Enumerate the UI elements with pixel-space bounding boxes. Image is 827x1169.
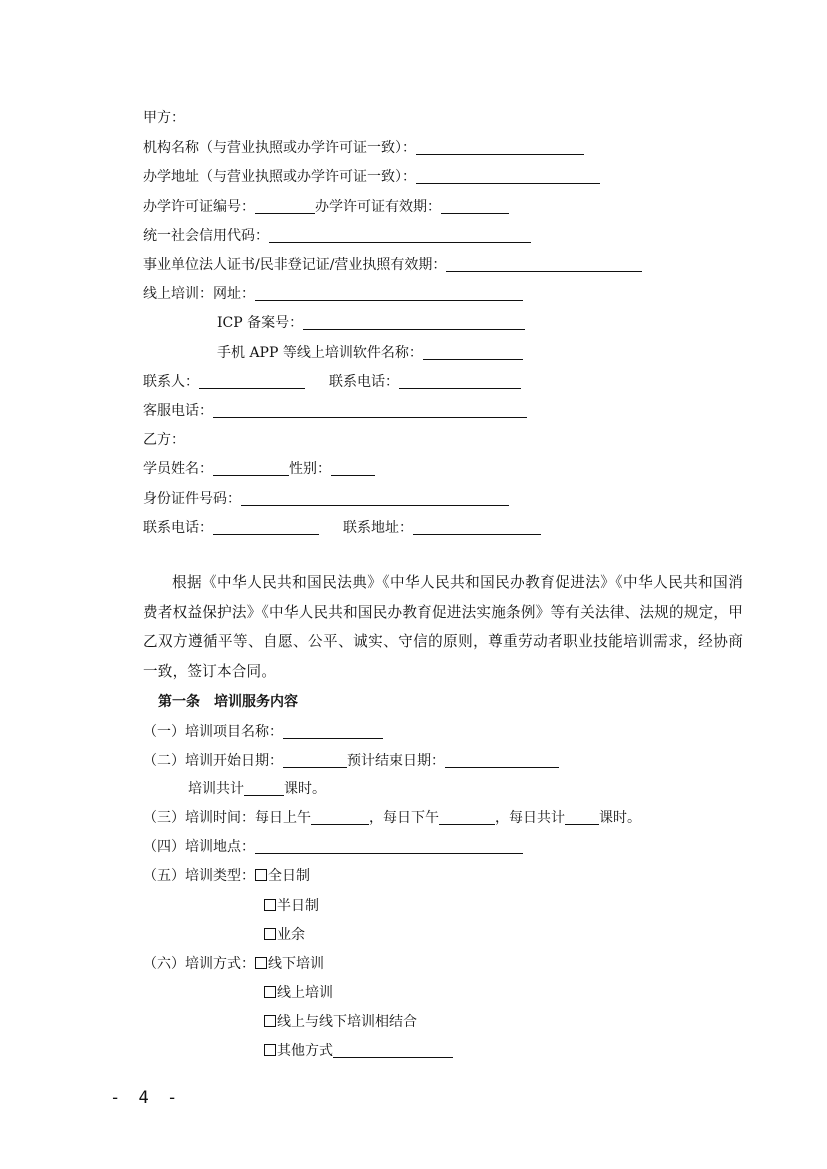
spare-time-option: 业余 [264,926,305,944]
item-2-row: （二）培训开始日期： 预计结束日期： [143,752,559,770]
item-1-row: （一）培训项目名称： [143,723,383,741]
id-row: 身份证件号码： [143,490,509,508]
spare-time-checkbox[interactable] [264,928,276,940]
service-phone-row: 客服电话： [143,402,527,420]
gender-field[interactable] [331,461,375,476]
cert-validity-row: 事业单位法人证书/民非登记证/营业执照有效期： [143,256,642,274]
mixed-option: 线上与线下培训相结合 [264,1013,417,1031]
start-date-field[interactable] [283,753,347,768]
org-name-field[interactable] [416,140,584,155]
contact-person-field[interactable] [199,374,305,389]
other-checkbox[interactable] [264,1044,276,1056]
address-row: 办学地址（与营业执照或办学许可证一致）： [143,168,600,186]
item-6-row: （六）培训方式： 线下培训 [143,956,324,972]
online-url-field[interactable] [255,286,523,301]
half-day-checkbox[interactable] [264,899,276,911]
icp-field[interactable] [303,315,525,330]
service-phone-field[interactable] [213,403,527,418]
license-row: 办学许可证编号： 办学许可证有效期： [143,198,509,216]
item-4-row: （四）培训地点： [143,838,523,856]
item-3-row: （三）培训时间：每日上午 ，每日下午 ，每日共计 课时。 [143,810,641,826]
student-name-field[interactable] [213,461,289,476]
address-field[interactable] [416,169,600,184]
afternoon-time-field[interactable] [439,810,495,825]
other-mode-field[interactable] [333,1043,453,1058]
end-date-field[interactable] [445,753,559,768]
article-1-title: 第一条 培训服务内容 [158,694,298,710]
total-hours-row: 培训共计 课时。 [188,781,326,797]
icp-row: ICP 备案号： [217,314,525,332]
online-checkbox[interactable] [264,986,276,998]
party-b-contact-row: 联系电话： 联系地址： [143,519,541,537]
page-number: - 4 - [110,1088,182,1108]
party-b-phone-field[interactable] [213,520,319,535]
half-day-option: 半日制 [264,897,319,915]
license-no-field[interactable] [255,199,315,214]
app-row: 手机 APP 等线上培训软件名称： [217,344,523,362]
offline-checkbox[interactable] [255,957,267,969]
party-b-heading: 乙方： [143,432,185,448]
online-option: 线上培训 [264,984,333,1002]
student-name-row: 学员姓名： 性别： [143,460,375,478]
online-url-row: 线上培训：网址： [143,285,523,303]
morning-time-field[interactable] [311,810,369,825]
party-b-address-field[interactable] [413,520,541,535]
org-name-row: 机构名称（与营业执照或办学许可证一致）： [143,139,584,157]
party-a-heading: 甲方： [143,110,185,126]
id-number-field[interactable] [241,491,509,506]
credit-code-row: 统一社会信用代码： [143,227,531,245]
other-option: 其他方式 [264,1042,453,1060]
project-name-field[interactable] [283,724,383,739]
total-hours-field[interactable] [244,781,284,796]
item-5-row: （五）培训类型： 全日制 [143,868,310,884]
contact-phone-field[interactable] [399,374,521,389]
full-time-checkbox[interactable] [255,869,267,881]
credit-code-field[interactable] [269,228,531,243]
mixed-checkbox[interactable] [264,1015,276,1027]
app-name-field[interactable] [423,345,523,360]
cert-validity-field[interactable] [446,257,642,272]
preamble-paragraph: 根据《中华人民共和国民法典》《中华人民共和国民办教育促进法》《中华人民共和国消费者权益保护法》《中华人民共和国民办教育促进法实施条例》等有关法律、法规的规定，甲乙双方遵循平等、自愿、公平、诚实、守信的原则，尊重劳动者职业技能培训需求，经协商一致，签订本合同。 [143,574,743,680]
training-location-field[interactable] [255,839,523,854]
contact-row: 联系人： 联系电话： [143,373,521,391]
license-validity-field[interactable] [441,199,509,214]
daily-hours-field[interactable] [565,810,599,825]
